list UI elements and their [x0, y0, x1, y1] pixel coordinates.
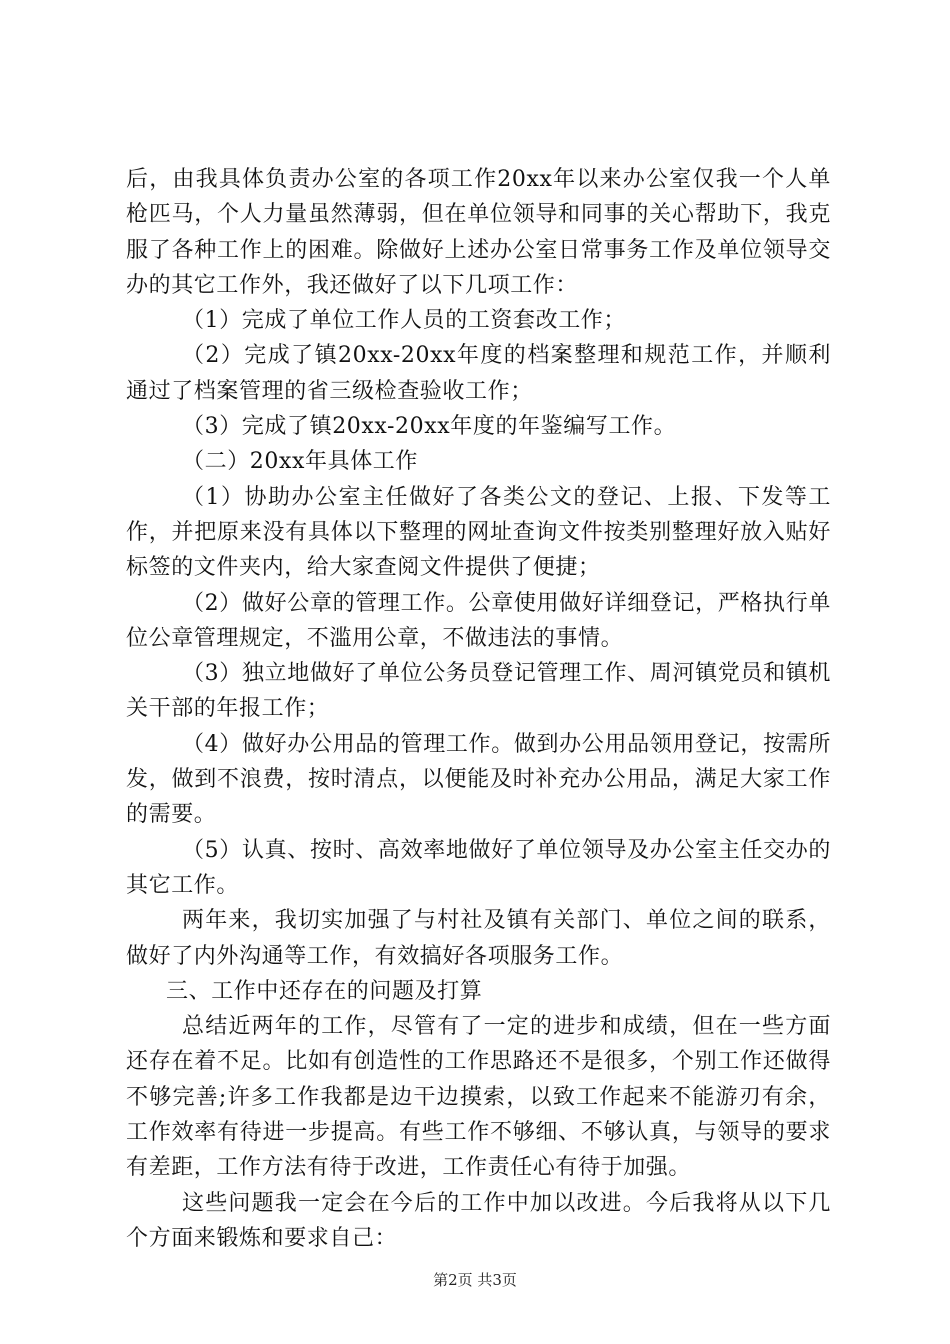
paragraph-continuation: 后，由我具体负责办公室的各项工作20xx年以来办公室仅我一个人单枪匹马，个人力量虽然薄弱，但在单位领导和同事的关心帮助下，我克服了各种工作上的困难。除做好上述办公室日常事务工作及单位领导交办的其它工作外，我还做好了以下几项工作： — [126, 167, 831, 298]
list-item: （1）协助办公室主任做好了各类公文的登记、上报、下发等工作，并把原来没有具体以下整理的网址查询文件按类别整理好放入贴好标签的文件夹内，给大家查阅文件提供了便捷； — [126, 484, 831, 581]
list-item: （3）完成了镇20xx-20xx年度的年鉴编写工作。 — [182, 414, 677, 440]
paragraph: 总结近两年的工作，尽管有了一定的进步和成绩，但在一些方面还存在着不足。比如有创造性的工作思路还不是很多，个别工作还做得不够完善;许多工作我都是边干边摸索，以致工作起来不能游刃有余，工作效率有待进一步提高。有些工作不够细、不够认真，与领导的要求有差距，工作方法有待于改进，工作责任心有待于加强。 — [126, 1014, 831, 1181]
list-item: （3）独立地做好了单位公务员登记管理工作、周河镇党员和镇机关干部的年报工作； — [126, 661, 831, 722]
paragraph: 两年来，我切实加强了与村社及镇有关部门、单位之间的联系，做好了内外沟通等工作，有效搞好各项服务工作。 — [126, 908, 831, 969]
list-item: （5）认真、按时、高效率地做好了单位领导及办公室主任交办的其它工作。 — [126, 837, 831, 898]
list-item: （2）完成了镇20xx-20xx年度的档案整理和规范工作，并顺利通过了档案管理的省三级检查验收工作； — [126, 343, 831, 404]
document-body — [126, 162, 831, 1256]
list-item: （1）完成了单位工作人员的工资套改工作； — [182, 308, 626, 334]
section-heading: 三、工作中还存在的问题及打算 — [166, 978, 483, 1004]
page-number-footer: 第2页 共3页 — [433, 1271, 517, 1289]
paragraph: 这些问题我一定会在今后的工作中加以改进。今后我将从以下几个方面来锻炼和要求自己： — [126, 1190, 831, 1251]
section-heading: （二）20xx年具体工作 — [182, 449, 419, 475]
list-item: （2）做好公章的管理工作。公章使用做好详细登记，严格执行单位公章管理规定，不滥用公章，不做违法的事情。 — [126, 590, 831, 651]
list-item: （4）做好办公用品的管理工作。做到办公用品领用登记，按需所发，做到不浪费，按时清点，以便能及时补充办公用品，满足大家工作的需要。 — [126, 731, 831, 828]
